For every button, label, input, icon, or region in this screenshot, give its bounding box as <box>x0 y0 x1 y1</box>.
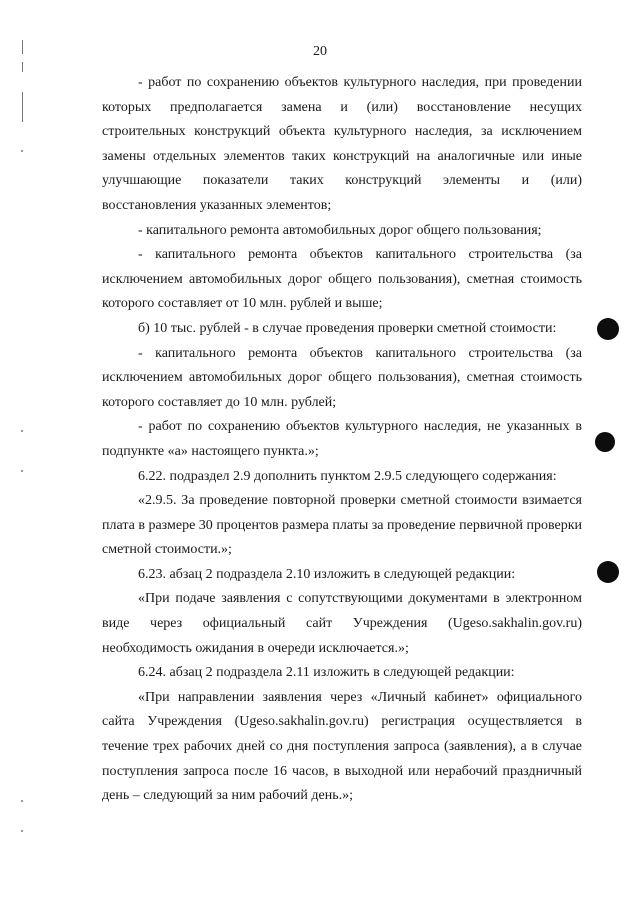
paragraph-line: восстановления указанных элементов; <box>102 197 332 213</box>
punch-hole <box>597 561 619 583</box>
paragraph-line: - работ по сохранению объектов культурного наследия, при проведении <box>138 75 582 90</box>
paragraph: - капитального ремонта объектов капитального строительства (за исключением автомобильных дорог общего пользования), сметная стоимость которого составляет до 10 млн. рублей; <box>102 345 582 410</box>
document-body <box>102 71 582 809</box>
paragraph: - капитального ремонта автомобильных дорог общего пользования; <box>138 222 542 238</box>
margin-scan-dot <box>21 470 23 472</box>
page-number: 20 <box>313 44 327 59</box>
margin-scan-dot <box>21 430 23 432</box>
paragraph: б) 10 тыс. рублей - в случае проведения проверки сметной стоимости: <box>138 320 557 336</box>
paragraph-line: замены отдельных элементов таких конструкций на аналогичные или иные <box>102 148 582 164</box>
paragraph: «2.9.5. За проведение повторной проверки сметной стоимости взимается плата в размере 30 процентов размера платы за проведение первичной проверки сметной стоимости.»; <box>102 493 582 558</box>
punch-hole <box>595 432 615 452</box>
margin-scan-dot <box>21 150 23 152</box>
margin-scan-mark <box>22 62 23 72</box>
paragraph: 6.22. подраздел 2.9 дополнить пунктом 2.9.5 следующего содержания: <box>138 468 557 484</box>
paragraph-line: строительных конструкций объекта культурного наследия, за исключением <box>102 124 582 140</box>
margin-scan-dot <box>21 800 23 802</box>
margin-scan-mark <box>22 92 23 122</box>
punch-hole <box>597 318 619 340</box>
paragraph-line: улучшающие показатели таких конструкций элементы и (или) <box>102 173 582 189</box>
paragraph: «При направлении заявления через «Личный кабинет» официального сайта Учреждения (Ugeso.sakhalin.gov.ru) регистрация осуществляется в течение трех рабочих дней со дня поступления запроса (заявления), а в случае поступления запроса после 16 часов, в выходной или нерабочий праздничный день – следующий за ним рабочий день.»; <box>102 689 582 804</box>
paragraph-line: которых предполагается замена и (или) восстановление несущих <box>102 99 582 115</box>
paragraph: «При подаче заявления с сопутствующими документами в электронном виде через официальный сайт Учреждения (Ugeso.sakhalin.gov.ru) необходимость ожидания в очереди исключается.»; <box>102 591 582 656</box>
paragraph: - капитального ремонта объектов капитального строительства (за исключением автомобильных дорог общего пользования), сметная стоимость которого составляет от 10 млн. рублей и выше; <box>102 247 582 312</box>
paragraph: - работ по сохранению объектов культурного наследия, не указанных в подпункте «а» настоящего пункта.»; <box>102 419 582 459</box>
paragraph: 6.24. абзац 2 подраздела 2.11 изложить в следующей редакции: <box>138 665 515 681</box>
margin-scan-dot <box>21 830 23 832</box>
paragraph: 6.23. абзац 2 подраздела 2.10 изложить в следующей редакции: <box>138 566 516 582</box>
